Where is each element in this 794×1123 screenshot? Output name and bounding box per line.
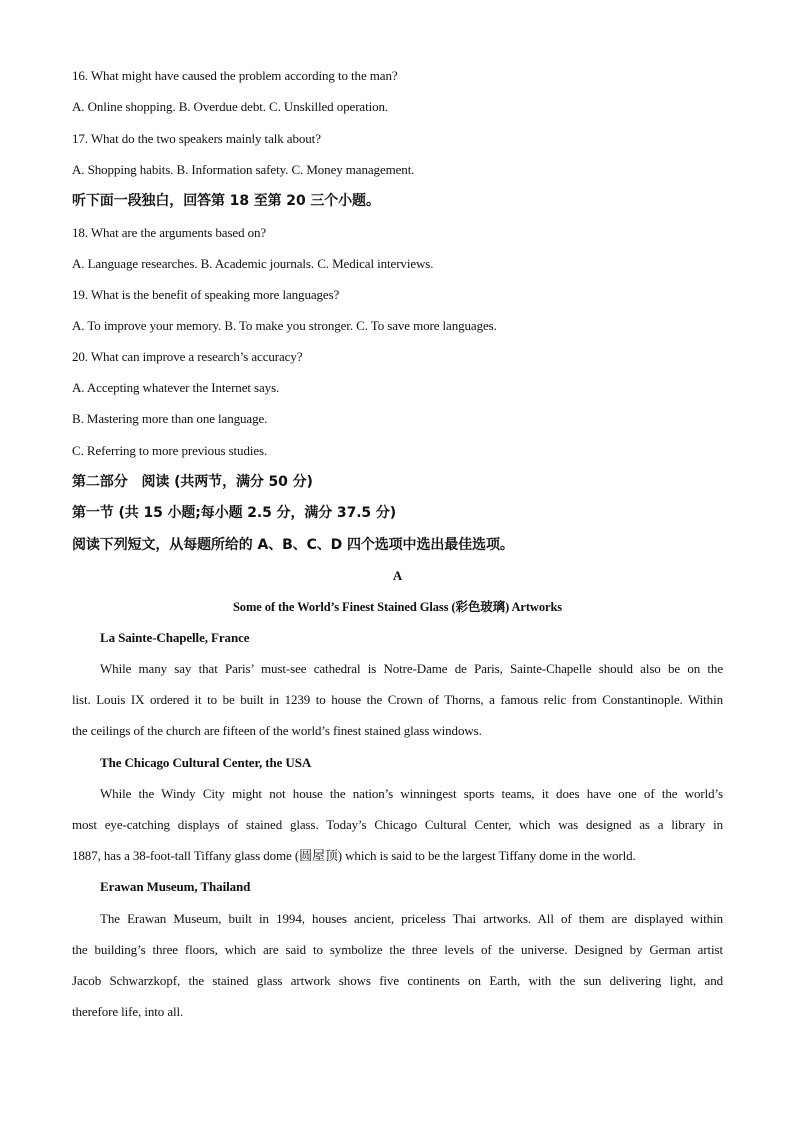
question-20-option-c: C. Referring to more previous studies. — [72, 443, 268, 458]
question-18: 18. What are the arguments based on? — [72, 225, 267, 240]
question-19: 19. What is the benefit of speaking more languages? — [72, 287, 340, 302]
question-17-options: A. Shopping habits. B. Information safety. C. Money management. — [72, 162, 415, 177]
paragraph-line: 1887, has a 38-foot-tall Tiffany glass dome (圆屋顶) which is said to be the largest Tiffany dome in the world. — [72, 848, 636, 863]
part2-heading: 第二部分 阅读 (共两节，满分 50 分) — [72, 474, 313, 490]
question-16-options: A. Online shopping. B. Overdue debt. C. Unskilled operation. — [72, 99, 389, 114]
paragraph-line: the building’s three floors, which are said to symbolize the three levels of the universe. Designed by German artist — [72, 942, 723, 957]
question-20-option-a: A. Accepting whatever the Internet says. — [72, 380, 280, 395]
passage-title: Some of the World’s Finest Stained Glass (彩色玻璃) Artworks — [232, 600, 563, 614]
paragraph-line: While the Windy City might not house the nation’s winningest sports teams, it does have one of the world’s — [100, 786, 723, 801]
question-18-options: A. Language researches. B. Academic journals. C. Medical interviews. — [72, 256, 434, 271]
section-heading-erawan: Erawan Museum, Thailand — [100, 879, 251, 894]
paragraph-line: most eye-catching displays of stained glass. Today’s Chicago Cultural Center, which was designed as a library in — [72, 817, 723, 832]
paragraph-line: The Erawan Museum, built in 1994, houses ancient, priceless Thai artworks. All of them are displayed within — [100, 911, 723, 926]
paragraph-line: While many say that Paris’ must-see cathedral is Notre-Dame de Paris, Sainte-Chapelle should also be on the — [100, 661, 723, 676]
paragraph-line: the ceilings of the church are fifteen of the world’s finest stained glass windows. — [72, 723, 482, 738]
question-20-option-b: B. Mastering more than one language. — [72, 411, 268, 426]
part2-instruction: 阅读下列短文，从每题所给的 A、B、C、D 四个选项中选出最佳选项。 — [72, 537, 514, 553]
paragraph-line: list. Louis IX ordered it to be built in 1239 to house the Crown of Thorns, a famous relic from Constantinople. Within — [72, 692, 723, 707]
section-intro: 听下面一段独白，回答第 18 至第 20 三个小题。 — [72, 193, 380, 209]
part2-section1: 第一节 (共 15 小题;每小题 2.5 分，满分 37.5 分) — [72, 505, 397, 521]
paragraph-line: Jacob Schwarzkopf, the stained glass artwork shows five continents on Earth, with the sun delivering light, and — [72, 973, 723, 988]
section-heading-chicago: The Chicago Cultural Center, the USA — [100, 755, 312, 770]
question-17: 17. What do the two speakers mainly talk about? — [72, 131, 321, 146]
paragraph-line: therefore life, into all. — [72, 1004, 184, 1019]
section-heading-sainte-chapelle: La Sainte-Chapelle, France — [100, 630, 250, 645]
question-20: 20. What can improve a research’s accuracy? — [72, 349, 303, 364]
question-16: 16. What might have caused the problem according to the man? — [72, 68, 398, 83]
question-19-options: A. To improve your memory. B. To make you stronger. C. To save more languages. — [72, 318, 497, 333]
passage-letter: A — [392, 568, 403, 583]
